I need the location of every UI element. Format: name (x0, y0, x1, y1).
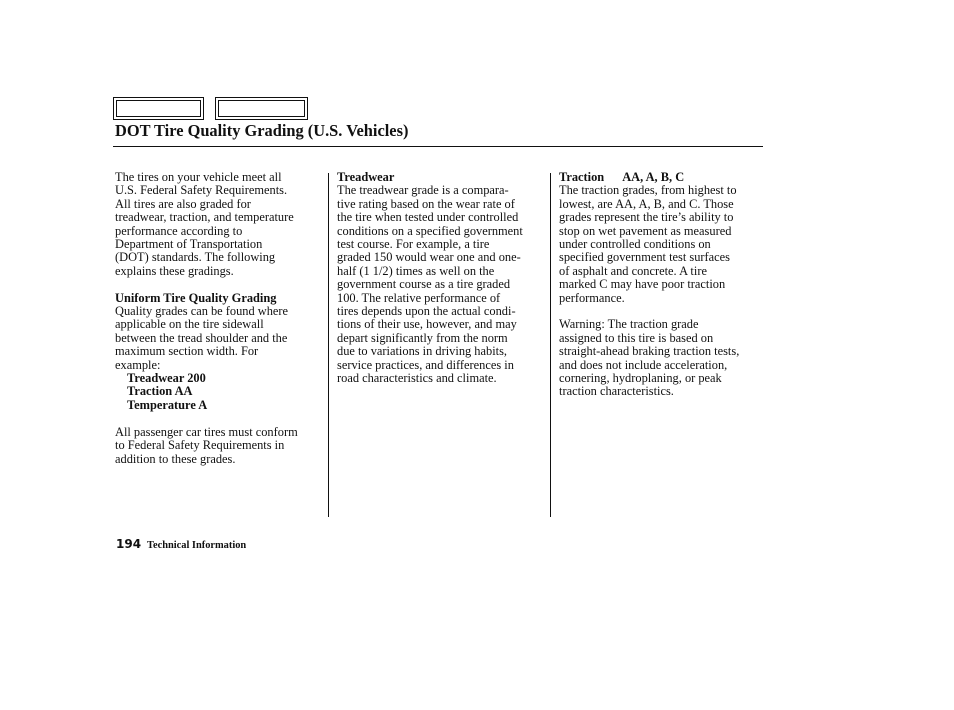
text-line: performance according to (115, 223, 243, 238)
text-line: applicable on the tire sidewall (115, 317, 264, 332)
text-line: 100. The relative performance of (337, 290, 501, 305)
traction-grades-value: AA, A, B, C (622, 170, 685, 184)
text-line: under controlled conditions on (559, 237, 711, 252)
text-line: treadwear, traction, and temperature (115, 210, 294, 225)
text-line: government course as a tire graded (337, 277, 511, 292)
text-line: stop on wet pavement as measured (559, 223, 732, 238)
text-line: depart significantly from the norm (337, 330, 508, 345)
text-line: addition to these grades. (115, 451, 236, 466)
warning-line: assigned to this tire is based on (559, 330, 714, 345)
text-line: between the tread shoulder and the (115, 330, 288, 345)
column-divider (550, 173, 551, 517)
text-line: The traction grades, from highest to (559, 183, 737, 198)
example-treadwear: Treadwear 200 (127, 371, 206, 386)
warning-line: Warning: The traction grade (559, 317, 699, 332)
text-line: marked C may have poor traction (559, 277, 726, 292)
text-line: of asphalt and concrete. A tire (559, 263, 707, 278)
text-line: to Federal Safety Requirements in (115, 438, 285, 453)
text-line: due to variations in driving habits, (337, 344, 508, 359)
traction-heading (559, 171, 769, 184)
column-traction (559, 171, 769, 399)
traction-heading-label: Traction (559, 170, 605, 184)
text-line: Quality grades can be found where (115, 304, 289, 319)
text-line: test course. For example, a tire (337, 237, 490, 252)
text-line: graded 150 would wear one and one- (337, 250, 521, 265)
text-line: explains these gradings. (115, 263, 234, 278)
text-line: (DOT) standards. The following (115, 250, 276, 265)
text-line: All tires are also graded for (115, 196, 251, 211)
column-intro (115, 171, 323, 466)
column-divider (328, 173, 329, 517)
example-temperature: Temperature A (127, 397, 208, 412)
text-line: service practices, and differences in (337, 357, 514, 372)
section-name: Technical Information (147, 540, 247, 551)
paragraph-gap (115, 412, 323, 425)
text-line: specified government test surfaces (559, 250, 730, 265)
paragraph-gap (559, 305, 769, 318)
text-line: tive rating based on the wear rate of (337, 196, 515, 211)
text-line: performance. (559, 290, 625, 305)
text-line: All passenger car tires must conform (115, 424, 298, 439)
warning-line: and does not include acceleration, (559, 357, 728, 372)
page-number: 194 (116, 537, 142, 551)
text-line: The tires on your vehicle meet all (115, 170, 282, 184)
text-line: The treadwear grade is a compara- (337, 183, 509, 198)
warning-line: cornering, hydroplaning, or peak (559, 371, 722, 386)
text-line: tions of their use, however, and may (337, 317, 517, 332)
text-line: tires depends upon the actual condi- (337, 304, 516, 319)
nav-button-next[interactable] (215, 97, 308, 120)
text-line: half (1 1/2) times as well on the (337, 263, 495, 278)
title-divider (113, 146, 763, 147)
text-line: grades represent the tire’s ability to (559, 210, 734, 225)
text-line: conditions on a specified government (337, 223, 523, 238)
uniform-grading-heading: Uniform Tire Quality Grading (115, 290, 277, 305)
text-line: example: (115, 357, 161, 372)
text-line: Department of Transportation (115, 237, 263, 252)
warning-line: straight-ahead braking traction tests, (559, 344, 740, 359)
text-line: U.S. Federal Safety Requirements. (115, 183, 288, 198)
warning-line: traction characteristics. (559, 384, 674, 399)
text-line: maximum section width. For (115, 344, 259, 359)
text-line: the tire when tested under controlled (337, 210, 519, 225)
page-title: DOT Tire Quality Grading (U.S. Vehicles) (115, 121, 409, 140)
example-traction: Traction AA (127, 384, 193, 399)
treadwear-heading: Treadwear (337, 170, 395, 184)
text-line: road characteristics and climate. (337, 371, 497, 386)
nav-button-previous[interactable] (113, 97, 204, 120)
text-line: lowest, are AA, A, B, and C. Those (559, 196, 734, 211)
column-treadwear (337, 171, 545, 386)
paragraph-gap (115, 278, 323, 291)
